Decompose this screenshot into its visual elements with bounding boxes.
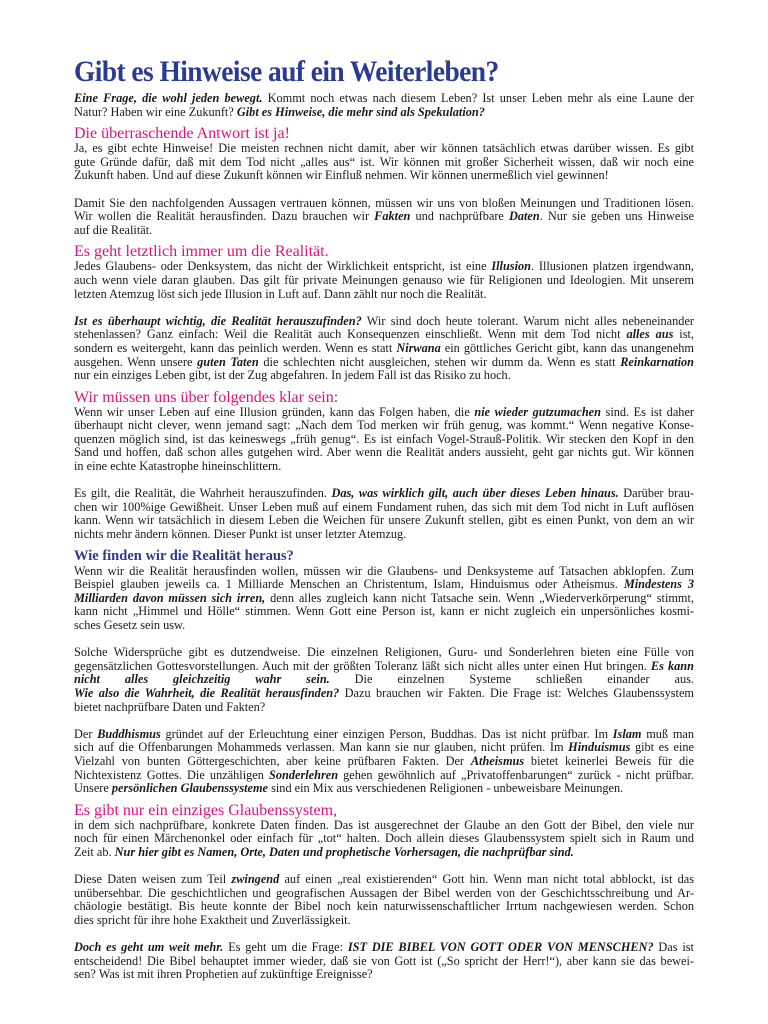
- text-line: [74, 660, 694, 674]
- text-line: [74, 315, 694, 329]
- body-text: Beispiel glauben jeweils ca. 1 Milliarde Menschen an Christentum, Islam, Hinduismus oder Atheismus.: [74, 577, 624, 592]
- body-text: Wenn wir unser Leben auf eine Illusion gründen, kann das Folgen haben, die: [74, 404, 475, 419]
- text-line: [74, 142, 694, 156]
- section-heading: Es geht letztlich immer um die Realität.: [74, 243, 329, 261]
- paragraph: [74, 565, 694, 633]
- section-heading: Wie finden wir die Realität heraus?: [74, 547, 294, 564]
- text-line: [74, 941, 694, 955]
- emphasis-text: guten Taten: [197, 354, 259, 369]
- intro-paragraph: [74, 92, 694, 119]
- emphasis-text: Atheismus: [470, 753, 525, 768]
- page-title: Gibt es Hinweise auf ein Weiterleben?: [74, 56, 499, 88]
- body-text: Solche Widersprüche gibt es dutzendweise. Die einzelnen Religionen, Guru- und Sonderlehren bieten eine Fülle von: [74, 645, 694, 660]
- body-text: Ja, es gibt echte Hinweise! Die meisten rechnen nicht damit, aber wir können tatsächlich etwas darüber wissen. Es gibt: [74, 141, 694, 156]
- paragraph: [74, 487, 694, 541]
- paragraph: [74, 646, 694, 714]
- body-text: Darüber brau-: [618, 486, 694, 501]
- emphasis-text: Nur hier gibt es Namen, Orte, Daten und prophetische Vorhersagen, die nachprüfbar sind.: [114, 844, 574, 859]
- emphasis-text: Reinkarnation: [620, 354, 694, 369]
- text-line: [74, 224, 694, 238]
- body-text: bietet nachprüfbare Daten und Fakten?: [74, 699, 266, 714]
- text-line: [74, 446, 694, 460]
- body-text: dies spricht für ihre hohe Exaktheit und Zuverlässigkeit.: [74, 912, 351, 927]
- paragraph-gap: [74, 927, 694, 941]
- text-line: [74, 769, 694, 783]
- body-text: sind ein Mix aus verschiedenen Religionen - unbeweisbare Meinungen.: [268, 781, 624, 796]
- body-text: kann. Wenn wir tatsächlich in diesem Leben die Weichen für unsere Zukunft stellen, gibt es einen Punkt, von dem an wir: [74, 513, 694, 528]
- paragraph-gap: [74, 183, 694, 197]
- body-text: gute Gründe dafür, daß mit dem Tod nicht „alles aus“ ist. Wir können mit großer Sicherheit wissen, daß wir noch eine: [74, 154, 694, 169]
- paragraph: [74, 197, 694, 238]
- body-text: unübersehbar. Die geschichtlichen und geografischen Aussagen der Bibel werden von der Geschichtsschreibung und Ar-: [74, 885, 694, 900]
- emphasis-text: nicht alles gleichzeitig wahr sein.: [74, 672, 330, 687]
- text-line: [74, 156, 694, 170]
- paragraph-gap: [74, 860, 694, 874]
- body-text: Es gilt, die Realität, die Wahrheit herauszufinden.: [74, 486, 332, 501]
- text-line: [74, 92, 694, 106]
- emphasis-text: Milliarden davon müssen sich irren,: [74, 590, 266, 605]
- emphasis-text: Es kann: [650, 658, 694, 673]
- body-text: gehen gewöhnlich auf „Privatoffenbarungen“ zurück - nicht prüfbar.: [338, 767, 694, 782]
- body-text: Zukunft haben. Und auf diese Zukunft können wir Einfluß nehmen. Wir können unermeßlich viel gewinnen!: [74, 168, 609, 183]
- body-text: Das ist: [653, 940, 694, 955]
- document-body: [74, 125, 694, 982]
- body-text: nur ein einziges Leben gibt, ist der Zug abgefahren. In jedem Fall ist das Risiko zu hoch.: [74, 368, 511, 383]
- body-text: Damit Sie den nachfolgenden Aussagen vertrauen können, müssen wir uns von bloßen Meinungen und Traditionen lösen.: [74, 195, 694, 210]
- body-text: in dem sich nachprüfbare, konkrete Daten finden. Das ist ausgerechnet der Glaube an den Gott der Bibel, den viele nur: [74, 817, 694, 832]
- emphasis-text: Das, was wirklich gilt, auch über dieses Leben hinaus.: [331, 486, 619, 501]
- text-line: [74, 169, 694, 183]
- paragraph-gap: [74, 301, 694, 315]
- body-text: chäologie bestätigt. Bis heute konnte der Bibel noch kein naturwissenschaftlicher Irrtum nachgewiesen werden. Schon: [74, 899, 694, 914]
- body-text: Nichtexistenz Gottes. Die unzähligen: [74, 767, 270, 782]
- paragraph: [74, 941, 694, 982]
- body-text: Wenn wir die Realität herausfinden wollen, müssen wir die Glaubens- und Denksysteme auf Tatsachen abklopfen. Zum: [74, 563, 694, 578]
- section-heading: Es gibt nur ein einziges Glaubenssystem,: [74, 801, 338, 819]
- emphasis-text: Sonderlehren: [269, 767, 339, 782]
- body-text: Kommt noch etwas nach diesem Leben? Ist unser Leben mehr als eine Laune der: [262, 91, 694, 105]
- body-text: sich auf die Offenbarungen Mohammeds verlassen. Man kann sie nur glauben, nicht prüfen. Im: [74, 740, 569, 755]
- body-text: noch für einen Märchenonkel oder einfach für „tot“ halten. Doch allein dieses Glaubenssystem spielt sich in Raum und: [74, 831, 694, 846]
- text-line: [74, 260, 694, 274]
- text-line: [74, 914, 694, 928]
- text-line: [74, 528, 694, 542]
- text-line: [74, 782, 694, 796]
- paragraph-gap: [74, 714, 694, 728]
- body-text: Diese Daten weisen zum Teil: [74, 872, 232, 887]
- body-text: sches Gesetz sein usw.: [74, 618, 186, 632]
- emphasis-text: Daten: [508, 209, 540, 224]
- text-line: [74, 565, 694, 579]
- body-text: denn alles zugleich kann nicht Tatsache sein. Wenn „Wiederverkörperung“ stimmt,: [265, 590, 694, 605]
- body-text: auf einen „real existierenden“ Gott hin. Wenn man nicht total abblockt, ist das: [279, 872, 694, 887]
- paragraph-gap: [74, 474, 694, 488]
- body-text: die schlechten nicht ausgleichen, stehen wir dumm da. Wenn es statt: [258, 354, 621, 369]
- emphasis-text: Eine Frage, die wohl jeden bewegt.: [74, 91, 263, 105]
- paragraph: [74, 873, 694, 927]
- text-line: [74, 955, 694, 969]
- text-line: [74, 873, 694, 887]
- section-heading: Die überraschende Antwort ist ja!: [74, 125, 290, 143]
- body-text: chen wir 100%ige Gewißheit. Unser Leben muß auf einem Fundament ruhen, das sich mit dem Tod nicht in Luft auflösen: [74, 499, 694, 514]
- text-line: [74, 328, 694, 342]
- body-text: ist,: [673, 327, 694, 342]
- emphasis-text: Nirwana: [396, 340, 441, 355]
- body-text: gründet auf der Erleuchtung einer einzigen Person, Buddhas. Das ist nicht prüfbar. Im: [160, 726, 613, 741]
- paragraph: [74, 142, 694, 183]
- body-text: Es geht um die Frage:: [223, 940, 348, 955]
- body-text: gibt es eine: [630, 740, 695, 755]
- emphasis-text: Fakten: [374, 209, 411, 224]
- body-text: stehenlassen? Ganz einfach: Weil die Realität auch Konsequenzen einschließt. Wenn mit dem Tod nicht: [74, 327, 627, 342]
- text-line: [74, 819, 694, 833]
- text-line: [74, 433, 694, 447]
- body-text: auf die Realität.: [74, 222, 153, 237]
- body-text: kann nicht „Himmel und Hölle“ stimmen. Wenn Gott eine Person ist, kann er nicht zugleich ein unpersönliches kosmi-: [74, 604, 694, 619]
- body-text: ein göttliches Gericht gibt, kann das unangenehm: [440, 340, 694, 355]
- body-text: überhaupt nicht clever, wenn jemand sagt: „Nach dem Tod merken wir früh genug, was kommt.“ Wenn negative Konse-: [74, 418, 694, 433]
- emphasis-text: nie wieder gutzumachen: [474, 404, 601, 419]
- text-line: [74, 741, 694, 755]
- intro-text: [74, 92, 694, 119]
- text-line: [74, 106, 694, 120]
- emphasis-text: alles aus: [626, 327, 674, 342]
- paragraph: [74, 819, 694, 860]
- text-line: [74, 501, 694, 515]
- body-text: entscheidend! Die Bibel behauptet immer wieder, daß sie von Gott ist („So spricht der Herr!“), aber kann sie das bewei-: [74, 953, 694, 968]
- text-line: [74, 887, 694, 901]
- body-text: nichts mehr ändern können. Dieser Punkt ist unser letzter Atemzug.: [74, 527, 407, 542]
- body-text: Wir wollen die Realität herausfinden. Dazu brauchen wir: [74, 209, 375, 224]
- body-text: Der: [74, 726, 98, 741]
- text-line: [74, 460, 694, 474]
- text-line: [74, 356, 694, 370]
- body-text: Natur? Haben wir eine Zukunft?: [74, 104, 237, 119]
- body-text: gegensätzlichen Gottesvorstellungen. Auch mit der größten Toleranz läßt sich nicht alles unter einen Hut bringen.: [74, 658, 651, 673]
- text-line: [74, 419, 694, 433]
- text-line: [74, 274, 694, 288]
- emphasis-text: Wie also die Wahrheit, die Realität herausfinden?: [74, 685, 340, 700]
- paragraph: [74, 406, 694, 474]
- body-text: sen? Was ist mit ihren Prophetien auf zukünftige Ereignisse?: [74, 967, 373, 982]
- emphasis-text: Gibt es Hinweise, die mehr sind als Spekulation?: [236, 104, 485, 119]
- text-line: [74, 968, 694, 982]
- text-line: [74, 673, 694, 687]
- emphasis-text: Hinduismus: [568, 740, 631, 755]
- body-text: ausgehen. Wenn unsere: [74, 354, 198, 369]
- text-line: [74, 369, 694, 383]
- text-line: [74, 646, 694, 660]
- paragraph: [74, 728, 694, 796]
- body-text: und nachprüfbare: [410, 209, 509, 224]
- text-line: [74, 900, 694, 914]
- section-heading: Wir müssen uns über folgendes klar sein:: [74, 388, 339, 406]
- body-text: sondern es weitergeht, kann das peinlich werden. Wenn es statt: [74, 340, 397, 355]
- text-line: [74, 406, 694, 420]
- body-text: Sand und hoffen, daß schon alles gutgehen wird. Aber wenn die Realität anders aussieht, geht gar nichts gut. Wir können: [74, 445, 694, 460]
- text-line: [74, 728, 694, 742]
- body-text: Die einzelnen Systeme schließen einander aus.: [329, 672, 694, 687]
- paragraph: [74, 260, 694, 301]
- text-line: [74, 487, 694, 501]
- text-line: [74, 197, 694, 211]
- body-text: . Nur sie geben uns Hinweise: [539, 209, 694, 224]
- body-text: letzten Atemzug löst sich jede Illusion in Luft auf. Dann zählt nur noch die Realität.: [74, 286, 487, 301]
- emphasis-text: IST DIE BIBEL VON GOTT ODER VON MENSCHEN?: [347, 940, 654, 955]
- text-line: [74, 578, 694, 592]
- text-line: [74, 514, 694, 528]
- emphasis-text: Mindestens 3: [623, 577, 694, 592]
- text-line: [74, 832, 694, 846]
- body-text: muß man: [641, 726, 694, 741]
- body-text: in eine echte Katastrophe hineinschlittern.: [74, 459, 282, 474]
- paragraph-gap: [74, 633, 694, 647]
- text-line: [74, 619, 694, 633]
- body-text: Dazu brauchen wir Fakten. Die Frage ist: Welches Glaubenssystem: [339, 685, 695, 700]
- emphasis-text: persönlichen Glaubenssysteme: [111, 781, 269, 796]
- text-line: [74, 592, 694, 606]
- text-line: [74, 210, 694, 224]
- body-text: Zeit ab.: [74, 844, 115, 859]
- body-text: Vielzahl von bunten Göttergeschichten, aber keine prüfbaren Fakten. Der: [74, 753, 471, 768]
- body-text: Unsere: [74, 781, 112, 796]
- text-line: [74, 342, 694, 356]
- emphasis-text: Islam: [612, 726, 642, 741]
- text-line: [74, 701, 694, 715]
- text-line: [74, 288, 694, 302]
- text-line: [74, 846, 694, 860]
- emphasis-text: zwingend: [231, 872, 280, 887]
- text-line: [74, 605, 694, 619]
- emphasis-text: Illusion: [491, 259, 531, 274]
- emphasis-text: Doch es geht um weit mehr.: [74, 940, 224, 955]
- emphasis-text: Ist es überhaupt wichtig, die Realität herauszufinden?: [74, 313, 362, 328]
- emphasis-text: Buddhismus: [97, 726, 161, 741]
- paragraph: [74, 315, 694, 383]
- body-text: . Illusionen platzen irgendwann,: [530, 259, 695, 274]
- body-text: Wir sind doch heute tolerant. Warum nicht alles nebeneinander: [361, 313, 694, 328]
- body-text: auch wenn viele daran glauben. Das gilt für private Meinungen genauso wie für Religionen und Ideologien. Mit unserem: [74, 272, 694, 287]
- text-line: [74, 755, 694, 769]
- body-text: quenzen möglich sind, ist das keineswegs „früh genug“. Es ist einfach Vogel-Strauß-Politik. Wir stecken den Kopf in den: [74, 431, 694, 446]
- text-line: [74, 687, 694, 701]
- body-text: sind. Es ist daher: [600, 404, 694, 419]
- body-text: Jedes Glaubens- oder Denksystem, das nicht der Wirklichkeit entspricht, ist eine: [74, 259, 492, 274]
- body-text: bietet keinerlei Beweis für die: [524, 753, 694, 768]
